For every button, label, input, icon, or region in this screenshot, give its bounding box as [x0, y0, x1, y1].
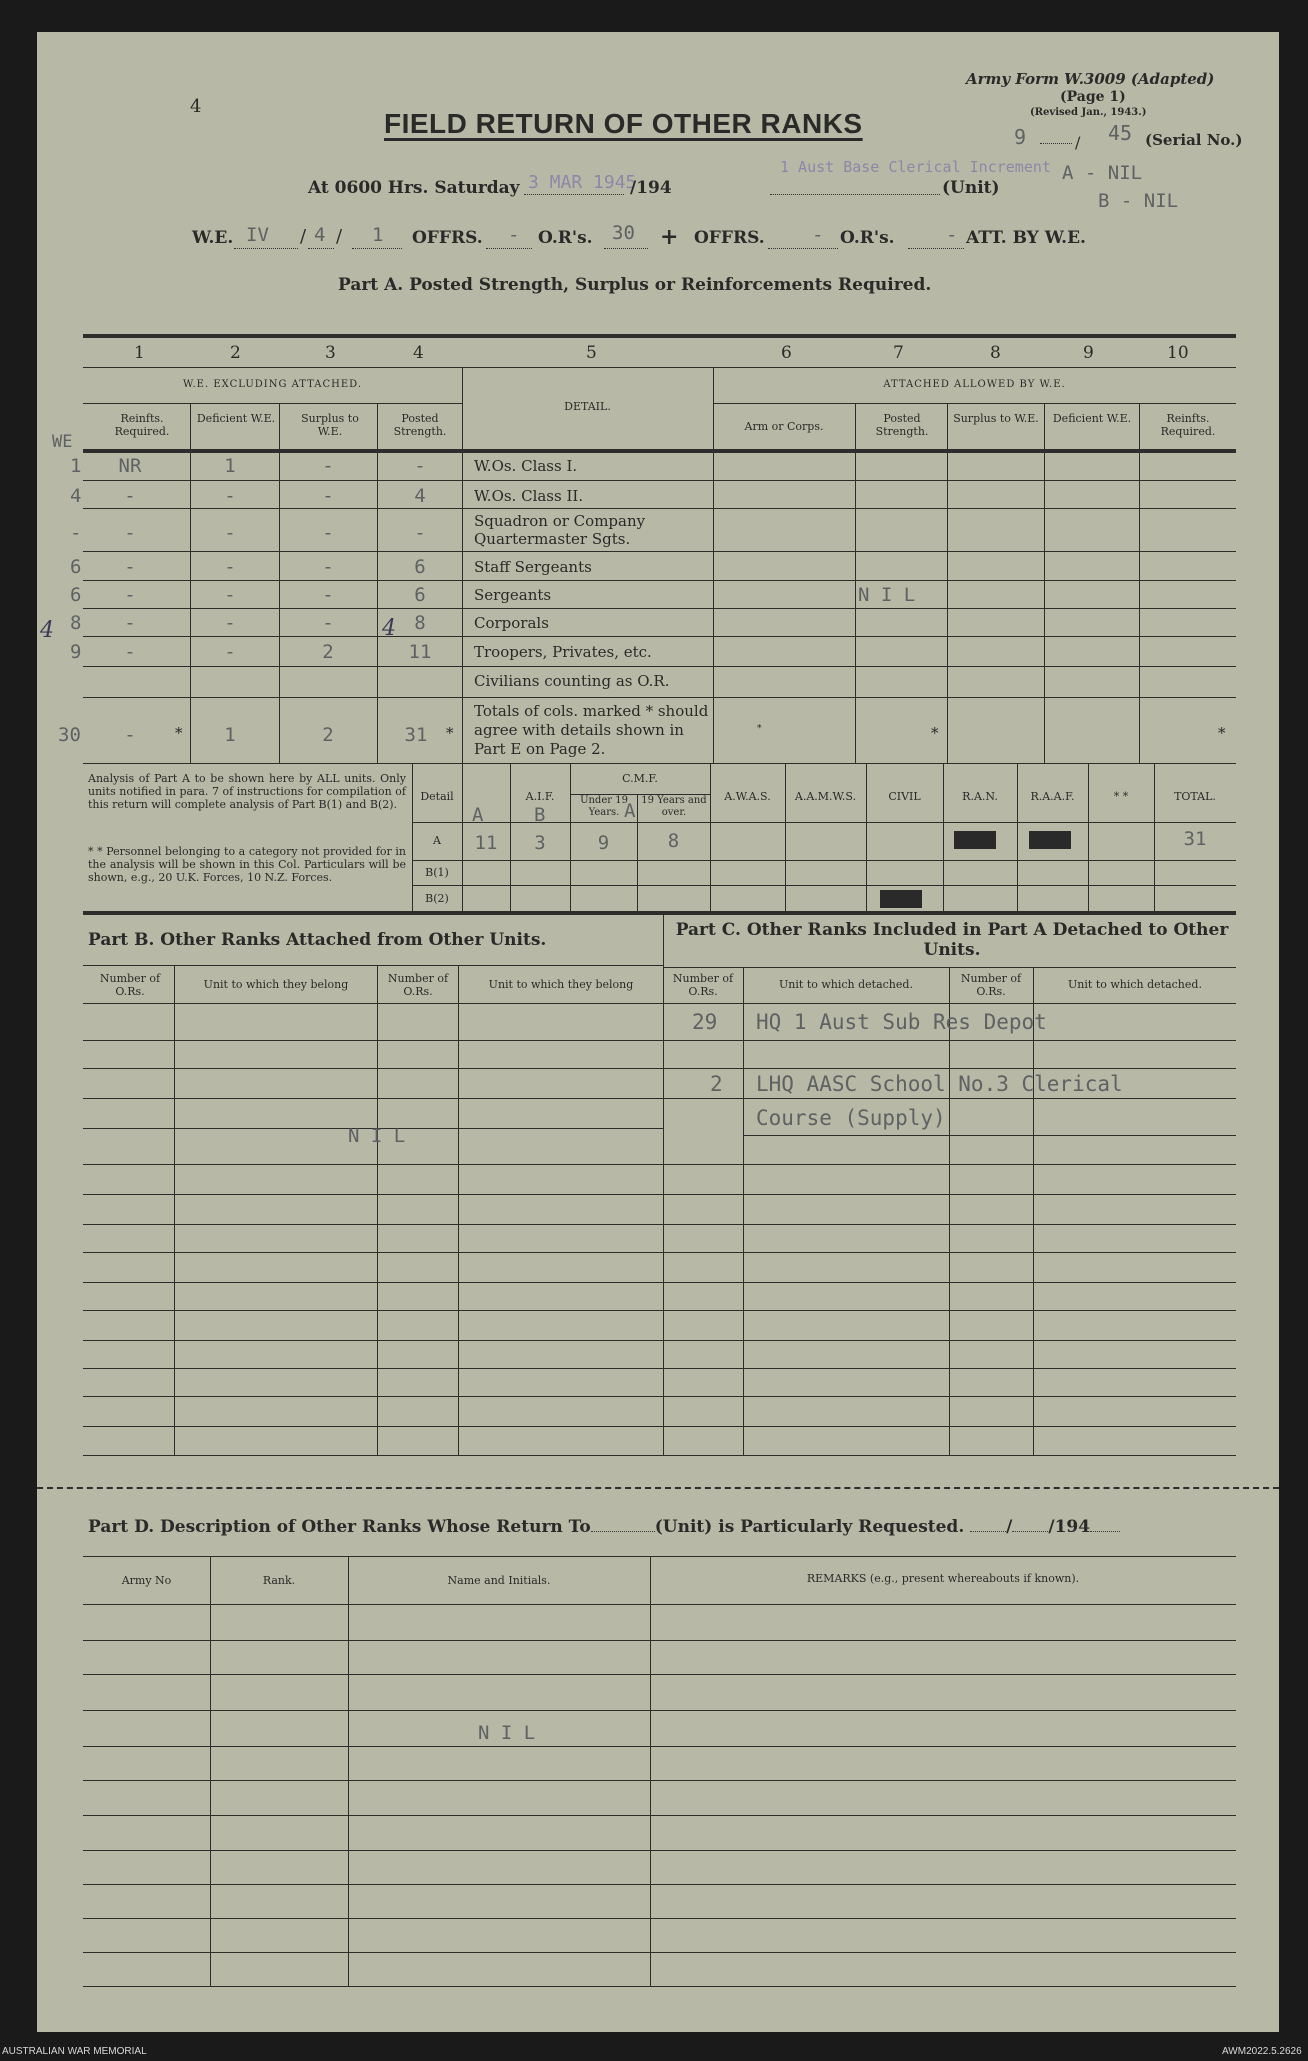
row-posted: - — [414, 522, 426, 544]
an-hdr-other: * * — [1113, 790, 1129, 803]
an-hdr-cmf: C.M.F. — [622, 772, 658, 785]
part-d-title-b: (Unit) is Particularly Requested. — [654, 1517, 965, 1537]
col-number-9: 9 — [1083, 343, 1094, 363]
corporal-correction-left: 4 — [40, 618, 54, 643]
total-deficient: 1 — [224, 724, 236, 746]
an-hdr-aamws: A.A.M.W.S. — [794, 790, 857, 803]
col-number-10: 10 — [1167, 343, 1189, 363]
we-margin-label: WE — [52, 432, 73, 452]
row-we: 6 — [70, 584, 82, 606]
hdr-deficient-we: Deficient W.E. — [196, 412, 276, 425]
hdr-surplus-we: Surplus to W.E. — [301, 412, 359, 438]
an-a-o19: 8 — [667, 830, 680, 852]
row-reinfts: - — [124, 612, 136, 634]
hdr-att-surplus: Surplus to W.E. — [953, 412, 1039, 425]
col-number-3: 3 — [325, 343, 336, 363]
an-hdr-detail: Detail — [420, 790, 454, 803]
total-reinfts: - — [124, 724, 136, 746]
row-deficient: - — [224, 485, 236, 507]
col-number-8: 8 — [990, 343, 1001, 363]
an-hdr-aif: A.I.F. — [525, 790, 555, 803]
pc-entry-unit-2: Course (Supply) — [756, 1106, 946, 1130]
form-sheet — [37, 32, 1279, 2032]
analysis-note-2: * * Personnel belonging to a category not provided for in the analysis will be shown in this Col. Particulars will be shown, e.g., 20 U.K. Forces, 10 N.Z. Forces. — [88, 845, 406, 884]
pb-hdr-unit-2: Unit to which they belong — [488, 978, 634, 991]
hdr-posted-strength: Posted Strength. — [393, 412, 447, 438]
pc-hdr-num-2: Number of O.Rs. — [960, 972, 1022, 998]
an-a-aif: 3 — [534, 832, 546, 854]
row-reinfts: - — [124, 522, 136, 544]
redaction-block — [1029, 831, 1071, 849]
row-surplus: - — [322, 556, 334, 578]
part-c-title: Part C. Other Ranks Included in Part A Detached to Other Units. — [675, 920, 1229, 960]
row-deficient: 1 — [224, 455, 236, 477]
pb-hdr-unit-1: Unit to which they belong — [203, 978, 349, 991]
serial-year: 45 — [1108, 121, 1133, 145]
offrs2-val: - — [812, 224, 824, 246]
pc-hdr-unit-2: Unit to which detached. — [1068, 978, 1202, 991]
row-surplus: - — [322, 455, 334, 477]
form-ref — [966, 70, 1214, 88]
row-surplus: - — [322, 584, 334, 606]
serial-month: 9 — [1014, 125, 1027, 149]
ors2-val: - — [946, 224, 958, 246]
we-label: W.E. — [192, 228, 234, 248]
serial-label: (Serial No.) — [1145, 131, 1243, 149]
row-posted: 4 — [414, 485, 426, 507]
an-hdr-under19: Under 19 Years. — [580, 795, 628, 818]
redaction-block — [954, 831, 996, 849]
form-adapted: (Adapted) — [1130, 70, 1215, 88]
part-b-nil: N I L — [348, 1125, 406, 1147]
pd-hdr-rank: Rank. — [262, 1574, 296, 1587]
total-surplus: 2 — [322, 724, 334, 746]
attached-nil: N I L — [858, 584, 916, 606]
totals-detail: Totals of cols. marked * should agree with details shown in Part E on Page 2. — [474, 702, 709, 758]
part-d-nil: N I L — [478, 1722, 536, 1744]
row-we: 6 — [70, 556, 82, 578]
an-row-b1: B(1) — [425, 866, 449, 879]
an-hdr-ran: R.A.N. — [962, 790, 998, 803]
pc-entry-unit: LHQ AASC School No.3 Clerical — [756, 1072, 1123, 1096]
row-deficient: - — [224, 612, 236, 634]
row-detail: Troopers, Privates, etc. — [474, 643, 652, 661]
row-surplus: - — [322, 485, 334, 507]
row-detail: Sergeants — [474, 586, 552, 604]
col-number-4: 4 — [413, 343, 424, 363]
ors-label: O.R's. — [538, 228, 593, 248]
col-number-2: 2 — [230, 343, 241, 363]
an-a-c0: 11 — [474, 832, 498, 854]
row-posted: - — [414, 455, 426, 477]
row-we: 4 — [70, 485, 82, 507]
hdr-att-posted-strength: Posted Strength. — [875, 412, 929, 438]
pc-entry-unit: HQ 1 Aust Sub Res Depot — [756, 1010, 1047, 1034]
hdr-att-reinfts: Reinfts. Required. — [1160, 412, 1216, 438]
form-page: (Page 1) — [1060, 89, 1126, 105]
pc-entry-num: 2 — [710, 1072, 723, 1096]
form-revised: (Revised Jan., 1943.) — [1030, 107, 1147, 118]
row-reinfts: - — [124, 556, 136, 578]
an-a-total: 31 — [1183, 828, 1207, 850]
star-2: * — [446, 724, 454, 742]
date-suffix: /194 — [630, 178, 672, 198]
row-we: 1 — [70, 455, 82, 477]
hdr-att-deficient: Deficient W.E. — [1052, 412, 1132, 425]
group-left-header: W.E. EXCLUDING ATTACHED. — [182, 379, 363, 390]
we-typed-2: 4 — [314, 224, 326, 246]
an-row-b2: B(2) — [425, 892, 449, 905]
group-right-header: ATTACHED ALLOWED BY W.E. — [883, 379, 1066, 390]
row-posted: 11 — [408, 641, 432, 663]
part-a-title: Part A. Posted Strength, Surplus or Reinforcements Required. — [338, 275, 932, 295]
col-number-1: 1 — [134, 343, 145, 363]
row-reinfts: NR — [118, 455, 142, 477]
row-detail: Squadron or Company Quartermaster Sgts. — [474, 512, 646, 548]
total-posted: 31 — [404, 724, 428, 746]
analysis-note-1: Analysis of Part A to be shown here by ALL units. Only units notified in para. 7 of instructions for compilation of this return will complete analysis of Part B(1) and B(2). — [88, 772, 406, 811]
col-number-7: 7 — [893, 343, 904, 363]
date-stamp: 3 MAR 1945 — [528, 172, 637, 193]
row-we: - — [70, 522, 82, 544]
part-b-title: Part B. Other Ranks Attached from Other Units. — [88, 930, 547, 950]
row-posted: 8 — [414, 612, 426, 634]
a-nil: A - NIL — [1062, 162, 1143, 184]
star-1: * — [175, 724, 183, 742]
an-hdr-civil: CIVIL — [888, 790, 921, 803]
row-surplus: 2 — [322, 641, 334, 663]
page-number-mark: 4 — [190, 96, 202, 117]
col-number-5: 5 — [586, 343, 597, 363]
row-detail: Civilians counting as O.R. — [474, 672, 670, 690]
an-typed-mark-a: A — [472, 804, 484, 826]
b-nil: B - NIL — [1098, 190, 1179, 212]
row-posted: 6 — [414, 584, 426, 606]
footer-left: AUSTRALIAN WAR MEMORIAL — [2, 2046, 147, 2057]
an-a-u19: 9 — [597, 832, 610, 854]
cut-line — [37, 1487, 1279, 1489]
row-deficient: - — [224, 522, 236, 544]
offrs2-label: OFFRS. — [694, 228, 765, 248]
part-d-title-c: /194 — [1048, 1517, 1091, 1537]
ors-val: 30 — [612, 222, 635, 244]
detail-header: DETAIL. — [564, 400, 611, 413]
pd-hdr-remarks: REMARKS (e.g., present whereabouts if known). — [806, 1572, 1080, 1585]
an-hdr-awas: A.W.A.S. — [724, 790, 771, 803]
plus-sign: + — [660, 224, 679, 250]
an-typed-mark-b: B — [534, 804, 546, 826]
unit-stamp: 1 Aust Base Clerical Increment — [780, 158, 1051, 176]
an-hdr-raaf: R.A.A.F. — [1030, 790, 1075, 803]
ors2-label: O.R's. — [840, 228, 895, 248]
hdr-arm-corps: Arm or Corps. — [744, 420, 824, 433]
row-surplus: - — [322, 612, 334, 634]
an-hdr-total: TOTAL. — [1174, 790, 1216, 803]
pc-hdr-num-1: Number of O.Rs. — [672, 972, 734, 998]
row-reinfts: - — [124, 641, 136, 663]
we-typed-1: IV — [246, 224, 269, 246]
footer-right: AWM2022.5.2626 — [1222, 2046, 1302, 2057]
row-reinfts: - — [124, 584, 136, 606]
row-deficient: - — [224, 556, 236, 578]
redaction-block — [880, 890, 922, 908]
row-we: 9 — [70, 641, 82, 663]
pd-hdr-name: Name and Initials. — [447, 1574, 551, 1587]
row-detail: W.Os. Class I. — [474, 457, 578, 475]
pb-hdr-num-2: Number of O.Rs. — [387, 972, 449, 998]
offrs-label: OFFRS. — [412, 228, 483, 248]
pc-hdr-unit-1: Unit to which detached. — [779, 978, 913, 991]
offrs-val: - — [508, 224, 520, 246]
page-title: FIELD RETURN OF OTHER RANKS — [384, 108, 863, 139]
row-surplus: - — [322, 522, 334, 544]
row-deficient: - — [224, 584, 236, 606]
star-3: * — [757, 724, 762, 734]
row-detail: W.Os. Class II. — [474, 487, 584, 505]
an-typed-mark-c: A — [624, 800, 636, 822]
hdr-reinfts-required: Reinfts. Required. — [114, 412, 170, 438]
row-we: 8 — [70, 612, 82, 634]
part-d-title-a: Part D. Description of Other Ranks Whose Return To — [88, 1517, 591, 1537]
att-label: ATT. BY W.E. — [966, 228, 1086, 248]
star-4: * — [931, 724, 939, 742]
pd-hdr-army-no: Army No — [121, 1574, 172, 1587]
an-row-a: A — [433, 834, 441, 847]
corporal-correction-right: 4 — [382, 616, 396, 641]
part-d-title: Part D. Description of Other Ranks Whose Return To (Unit) is Particularly Requested. / /194 — [88, 1517, 1120, 1537]
pc-entry-num: 29 — [692, 1010, 718, 1034]
pb-hdr-num-1: Number of O.Rs. — [99, 972, 161, 998]
row-deficient: - — [224, 641, 236, 663]
row-reinfts: - — [124, 485, 136, 507]
form-ref-text: Army Form W.3009 — [966, 70, 1126, 88]
col-number-6: 6 — [781, 343, 792, 363]
an-hdr-19over: 19 Years and over. — [641, 795, 707, 818]
row-posted: 6 — [414, 556, 426, 578]
row-detail: Staff Sergeants — [474, 558, 592, 576]
total-we: 30 — [58, 724, 81, 746]
row-detail: Corporals — [474, 614, 549, 632]
unit-label: (Unit) — [942, 178, 1000, 198]
star-5: * — [1218, 724, 1226, 742]
we-typed-3: 1 — [372, 224, 384, 246]
at-hours-label: At 0600 Hrs. Saturday — [308, 178, 520, 198]
